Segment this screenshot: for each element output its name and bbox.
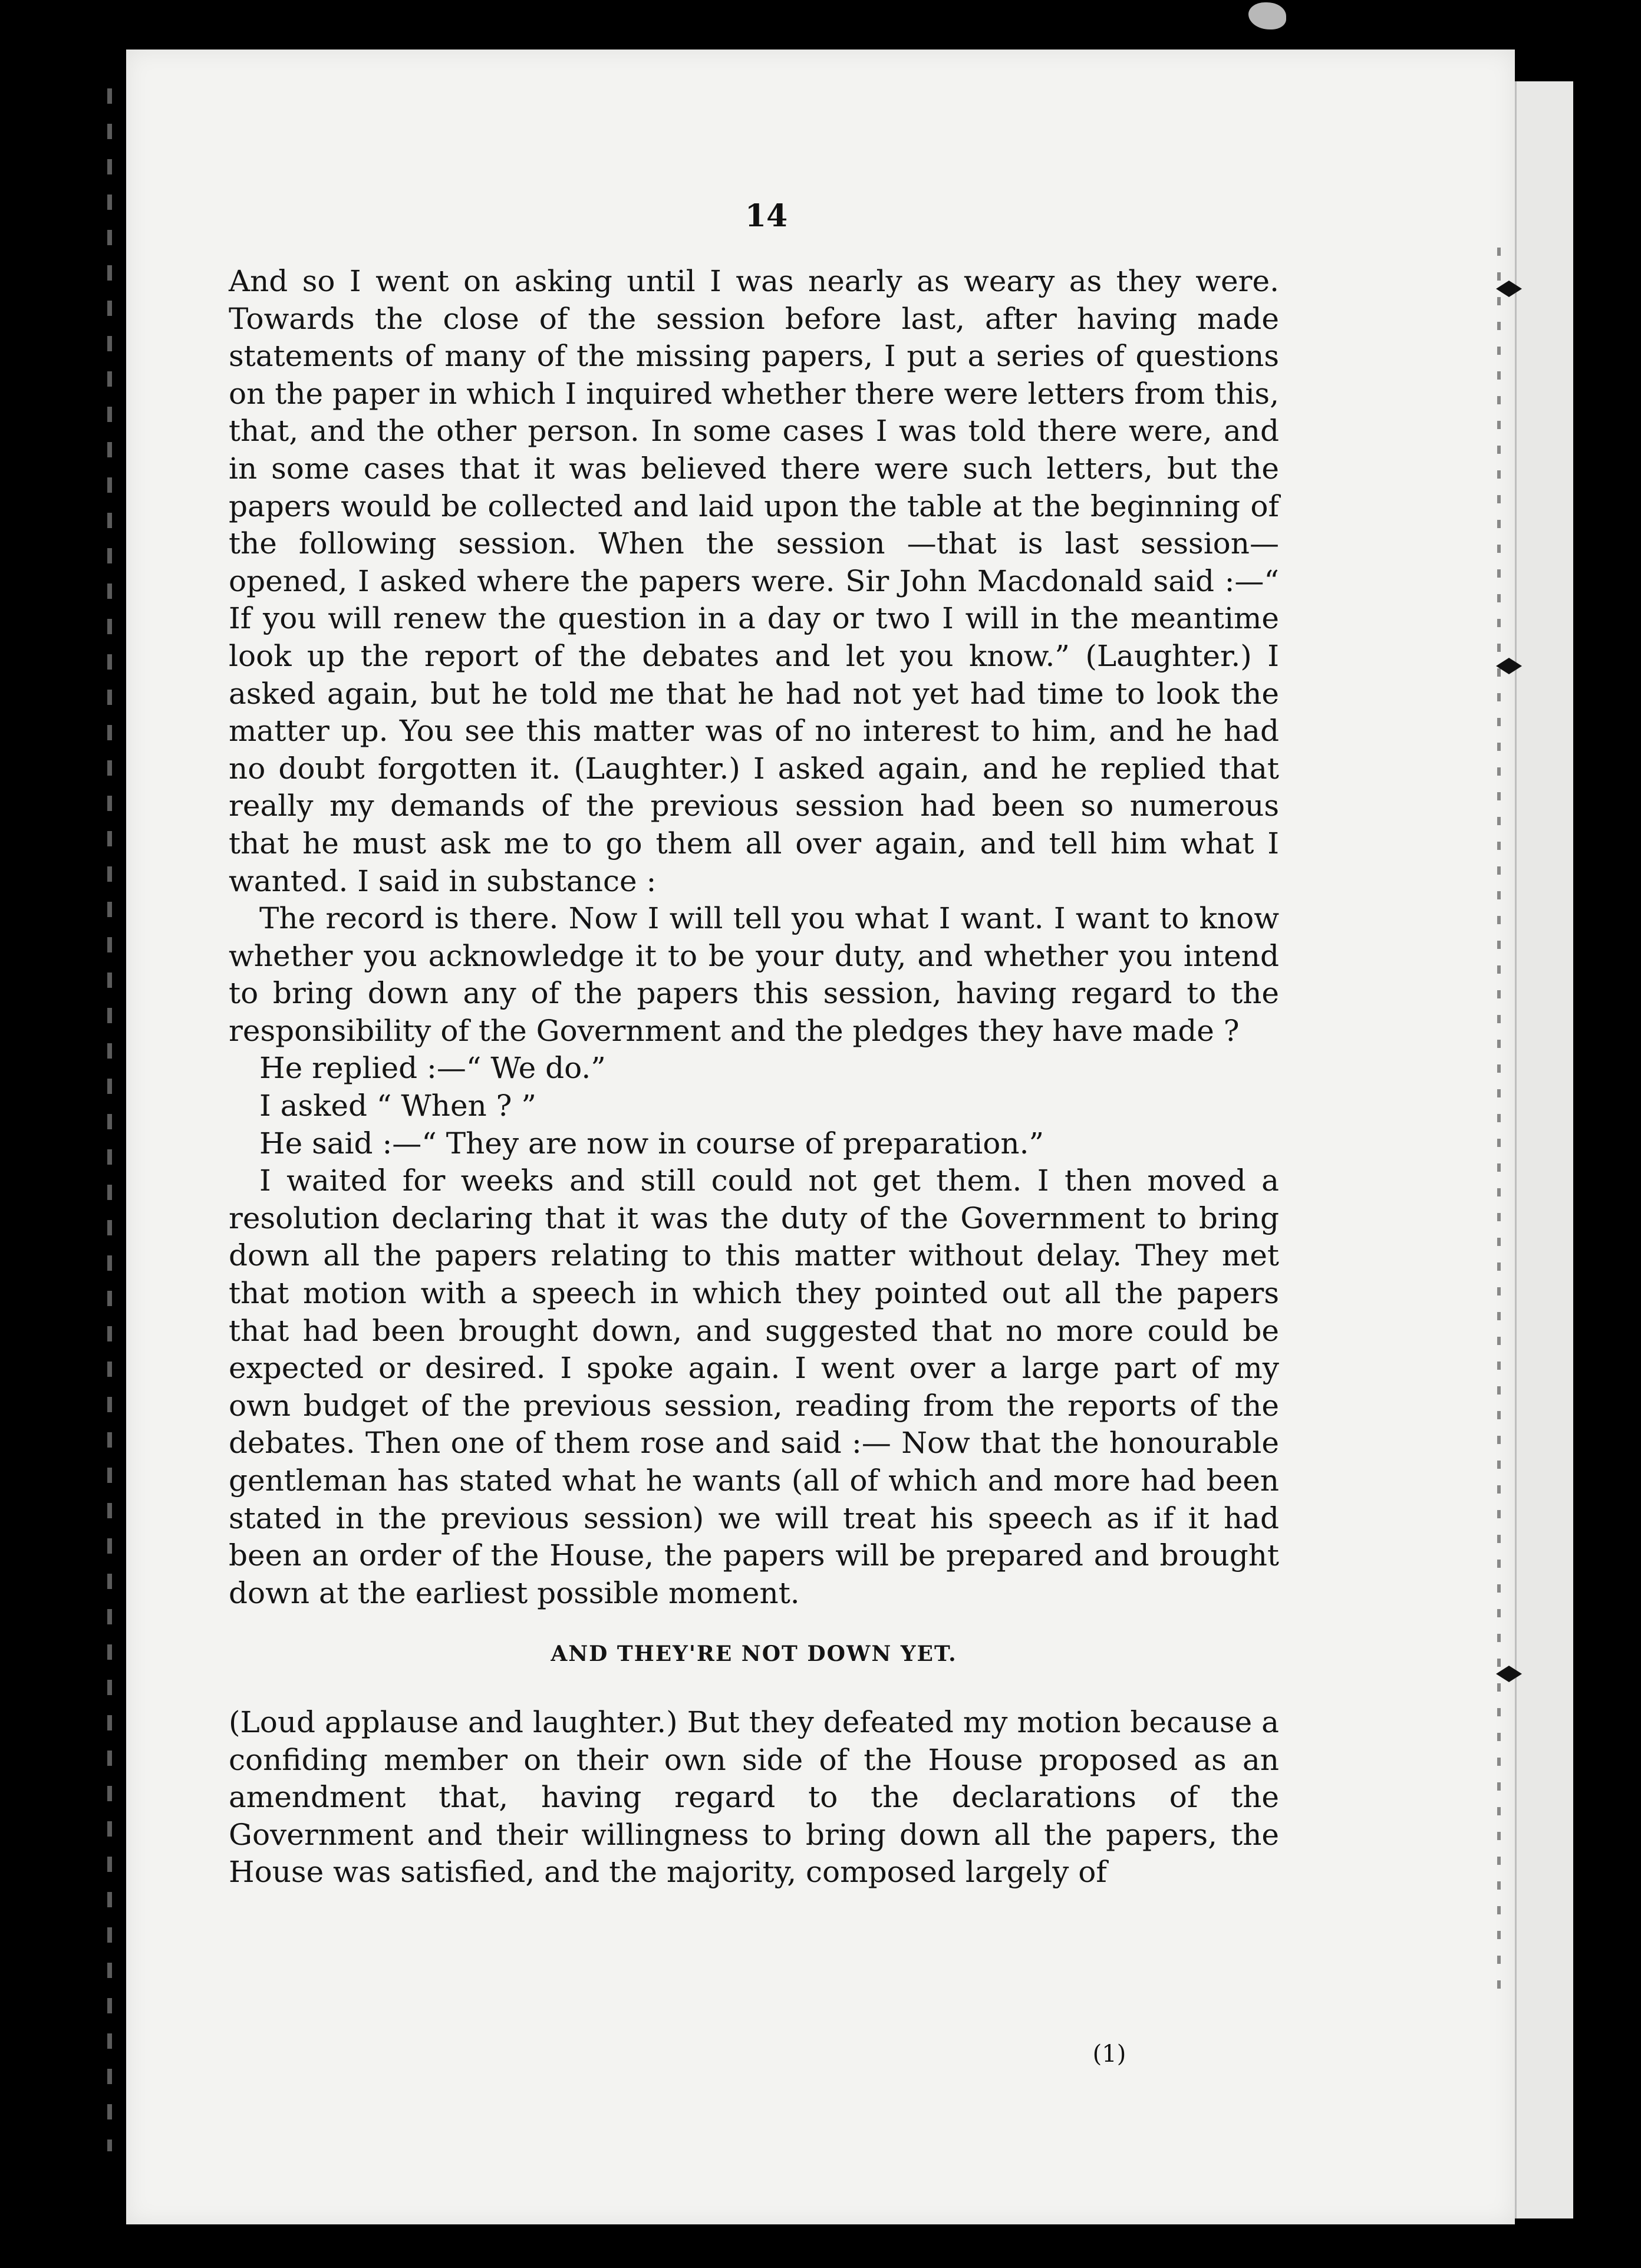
paragraph: (Loud applause and laughter.) But they defeated my motion because a confiding member on their own side of the House proposed as an amendment that, having regard to the declarations of the Government and their willingness to bring down all the papers, the House was satisfied, and the majority, composed largely of [229,1705,1279,1890]
page-number: 14 [744,198,788,234]
facing-page-edge [1515,81,1573,2218]
paragraph: And so I went on asking until I was nearly as weary as they were. Towards the close of the session before last, after having made statements of many of the missing papers, I put a series of questions on the paper in which I inquired whether there were letters from this, that, and the other person. In some cases I was told there were, and in some cases that it was believed there were such letters, but the papers would be collected and laid upon the table at the beginning of the following session. When the session —that is last session—opened, I asked where the papers were. Sir John Macdonald said :—“ If you will renew the question in a day or two I will in the meantime look up the report of the debates and let you know.” (Laughter.) I asked again, but he told me that he had not yet had time to look the matter up. You see this matter was of no interest to him, and he had no doubt forgotten it. (Laughter.) I asked again, and he replied that really my demands of the previous session had been so numerous that he must ask me to go them all over again, and tell him what I wanted. I said in substance : [229,264,1279,898]
scan-smudge [1248,2,1286,29]
paragraph: He said :—“ They are now in course of preparation.” [259,1126,1044,1161]
paragraph: The record is there. Now I will tell you what I want. I want to know whether you acknowledge it to be your duty, and whether you intend to bring down any of the papers this session, having regard to the responsibility of the Government and the pledges they have made ? [229,901,1279,1048]
signature-mark: (1) [1092,2040,1126,2068]
body-text [229,263,1279,1891]
section-subheading: AND THEY'RE NOT DOWN YET. [551,1641,957,1667]
page-left-edge [107,88,112,2151]
paragraph: I waited for weeks and still could not get them. I then moved a resolution declaring that it was the duty of the Government to bring down all the papers relating to this matter without delay. They met that motion with a speech in which they pointed out all the papers that had been brought down, and suggested that no more could be expected or desired. I spoke again. I went over a large part of my own budget of the previous session, reading from the reports of the debates. Then one of them rose and said :— Now that the honourable gentleman has stated what he wants (all of which and more had been stated in the previous session) we will treat his speech as if it had been an order of the House, the papers will be prepared and brought down at the earliest possible moment. [229,1163,1279,1610]
paragraph: I asked “ When ? ” [259,1089,536,1123]
paragraph: He replied :—“ We do.” [259,1051,606,1086]
binding-stitching [1497,248,1501,1992]
